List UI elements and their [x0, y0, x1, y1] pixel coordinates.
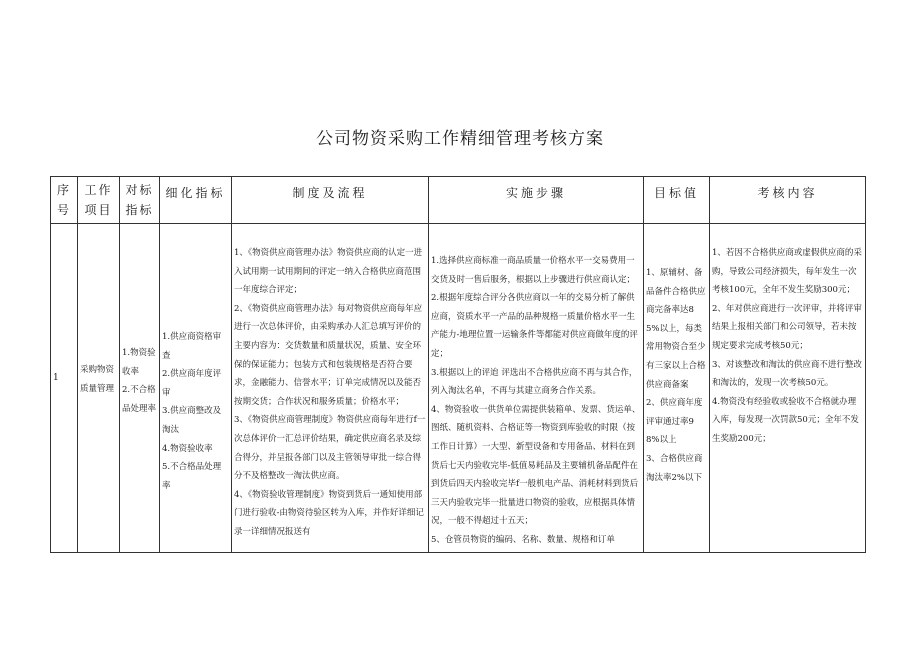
- cell-line: 5、仓管员物资的编码、名称、数量、规格和订单: [431, 534, 615, 545]
- cell-line: 3、《物资供应商管理制度》物资供应商每年进行f一次总体评价一汇总评价结果，确定供应商名录及综合得分，并呈报各部门以及主管领导审批一综合得分不及格整改一淘汰供应商。: [234, 415, 426, 482]
- row-no: 1: [51, 224, 78, 553]
- cell-line: 3.供应商整改及淘汰: [162, 406, 222, 435]
- cell-line: 5.不合格品处理率: [162, 462, 222, 491]
- header-process: 制度及流程: [232, 177, 429, 224]
- row-item: [78, 224, 120, 553]
- row-steps: [429, 224, 644, 553]
- row-assess: [710, 224, 866, 553]
- document-title: 公司物资采购工作精细管理考核方案: [316, 129, 604, 149]
- cell-line: 2.根据年度综合评分各供应商以一年的交易分析了解供应商，资质水平一产品的品种规格一质量价格水平一生产能力-地理位置一运输条件等都能对供应商做年度的评定；: [431, 293, 638, 359]
- cell-line: 1、《物资供应商管理办法》物资供应商的认定一进入试用期一试用期间的评定一纳入合格供应商范围一年度综合评定；: [234, 248, 423, 296]
- cell-line: 4.物资验收率: [162, 443, 213, 454]
- header-no: 序号: [51, 177, 78, 224]
- cell-line: 1.选择供应商标准一商品质量一价格水平一交易费用一交货及时一售后服务，根据以上步骤进行供应商认定；: [431, 256, 636, 285]
- header-goal: 目标值: [644, 177, 710, 224]
- cell-line: 1、若因不合格供应商或虚假供应商的采购，导致公司经济损失，每年发生一次考核100元，全年不发生奖励300元；2、年对供应商进行一次评审，并将评审结果上报相关部门和公司领导，若未按规定要求完成考核50元；: [712, 248, 862, 351]
- header-assess: 考核内容: [710, 177, 866, 224]
- row-goal: [644, 224, 710, 553]
- header-item: 工作项目: [78, 177, 120, 224]
- table-row: [51, 224, 866, 553]
- header-row: [51, 177, 866, 224]
- cell-line: 2.不合格品处理率: [122, 385, 157, 414]
- header-detail: 细化指标: [160, 177, 232, 224]
- cell-line: 2、《物资供应商管理办法》每对物资供应商每年应进行一次总体评价，由采购承办人汇总填写评价的主要内容为：交货数量和质量状况，质量、安全环保的保证能力；包装方式和包装规格是否符合要求，金融能力、信誉水平；订单完成情况以及能否按期交货；合作状况和服务质量；价格水平；: [234, 303, 423, 407]
- cell-line: 1、原辅材、备品备件合格供应商完备率达85%以上，每类常用物资合至少有三家以上合格供应商备案: [646, 268, 706, 390]
- cell-line: 2.供应商年度评审: [162, 369, 222, 398]
- cell-line: 采购物资质量管理: [80, 365, 115, 394]
- cell-line: 3.根据以上的评迨 评选出不合格供应商不再与其合作，列入淘汰名单，不再与其建立商务合作关系。: [431, 367, 638, 397]
- cell-line: 4、《物资验收管理制度》物资到货后一通知使用部门进行验收-由物资待验区转为入库，并作好详细记录一详细情况报送有: [234, 489, 424, 537]
- header-steps: 实施步骤: [429, 177, 644, 224]
- cell-line: 1.供应商资格审查: [162, 332, 222, 361]
- row-target: [120, 224, 160, 553]
- assessment-table: [50, 176, 866, 553]
- row-process: [232, 224, 429, 553]
- cell-line: 1.物资验收率: [122, 348, 156, 377]
- header-target: 对标指标: [120, 177, 160, 224]
- cell-line: 2、供应商年度评审通过率98%以上: [646, 398, 703, 446]
- cell-line: 4.物资没有经验收或验收不合格就办理入库，每发现一次罚款50元；全年不发生奖励200元；: [712, 396, 859, 444]
- cell-line: 3、对该整改和淘汰的供应商不进行整改和淘汰的，发现一次考核50元。: [712, 359, 862, 389]
- row-detail: [160, 224, 232, 553]
- cell-line: 4、物资验收一供货单位需提供装箱单、发票、货运单、图纸、随机资料、合格证等一物资到库验收的时限（按工作日计算）一大型、新型设备和专用备品、材料在到货后七天内验收完毕-低值易耗品及主要辅机备品配件在到货后四天内验收完毕f一般机电产品、消耗材料到货后三天内验收完毕一批量进口物资的验收，应根据具体情况，一般不得超过十五天；: [431, 404, 641, 527]
- cell-line: 3、合格供应商淘汰率2%以下: [646, 453, 703, 483]
